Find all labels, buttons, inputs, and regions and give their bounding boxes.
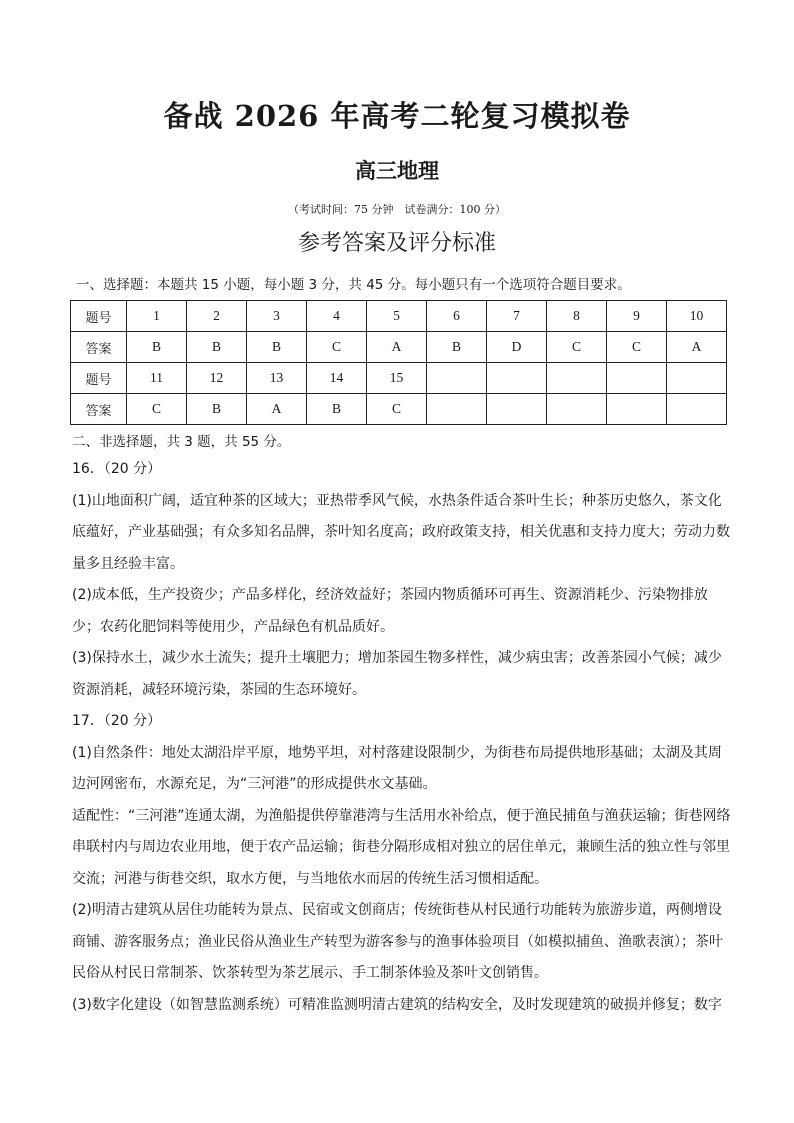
table-cell: 11 (127, 363, 187, 394)
table-row (71, 363, 727, 394)
table-cell (607, 394, 667, 425)
table-cell (427, 394, 487, 425)
table-cell: 14 (307, 363, 367, 394)
table-cell (667, 363, 727, 394)
table-cell (667, 394, 727, 425)
table-cell: 5 (367, 301, 427, 332)
table-cell: 13 (247, 363, 307, 394)
table-cell: 4 (307, 301, 367, 332)
table-cell: 2 (187, 301, 247, 332)
table-cell: 6 (427, 301, 487, 332)
section2-heading: 二、非选择题，共 3 题，共 55 分。 (72, 434, 291, 450)
table-cell: 15 (367, 363, 427, 394)
table-row (71, 394, 727, 425)
table-cell: A (247, 394, 307, 425)
table-cell (547, 363, 607, 394)
table-cell: B (187, 394, 247, 425)
q16-answer-3: (3)保持水土，减少水土流失；提升土壤肥力；增加茶园生物多样性，减少病虫害；改善茶园小气候；减少资源消耗，减轻环境污染，茶园的生态环境好。 (72, 650, 722, 698)
table-cell: C (367, 394, 427, 425)
q17-answer-4: (3)数字化建设（如智慧监测系统）可精准监测明清古建筑的结构安全，及时发现建筑的破损并修复；数字 (72, 996, 722, 1013)
table-cell: D (487, 332, 547, 363)
table-cell: B (187, 332, 247, 363)
table-cell: B (127, 332, 187, 363)
table-cell: A (667, 332, 727, 363)
table-cell: 9 (607, 301, 667, 332)
table-row (71, 332, 727, 363)
table-row (71, 301, 727, 332)
answer-body (72, 454, 732, 1021)
main-title: 备战 2026 年高考二轮复习模拟卷 (163, 99, 631, 133)
exam-info: （考试时间：75 分钟 试卷满分：100 分） (288, 203, 506, 216)
table-cell: C (307, 332, 367, 363)
q17-heading: 17．（20 分） (72, 713, 162, 729)
table-cell: C (607, 332, 667, 363)
row-label: 答案 (71, 332, 127, 363)
answer-key-title: 参考答案及评分标准 (297, 231, 496, 256)
table-cell (547, 394, 607, 425)
table-cell: B (307, 394, 367, 425)
table-cell: 8 (547, 301, 607, 332)
table-cell: C (547, 332, 607, 363)
table-cell: 7 (487, 301, 547, 332)
q16-answer-2: (2)成本低，生产投资少；产品多样化，经济效益好；茶园内物质循环可再生、资源消耗少、污染物排放少；农药化肥饲料等使用少，产品绿色有机品质好。 (72, 587, 708, 635)
q17-answer-1: (1)自然条件：地处太湖沿岸平原，地势平坦，对村落建设限制少，为街巷布局提供地形基础；太湖及其周边河网密布，水源充足，为“三河港”的形成提供水文基础。 (72, 744, 722, 792)
q16-answer-1: (1)山地面积广阔，适宜种茶的区域大；亚热带季风气候，水热条件适合茶叶生长；种茶历史悠久，茶文化底蕴好，产业基础强；有众多知名品牌，茶叶知名度高；政府政策支持，相关优惠和支持力度大；劳动力数量多且经验丰富。 (72, 492, 730, 572)
q17-answer-3: (2)明清古建筑从居住功能转为景点、民宿或文创商店；传统街巷从村民通行功能转为旅游步道，两侧增设商铺、游客服务点；渔业民俗从渔业生产转型为游客参与的渔事体验项目（如模拟捕鱼、渔歌表演）；茶叶民俗从村民日常制茶、饮茶转型为茶艺展示、手工制茶体验及茶叶文创销售。 (72, 902, 723, 981)
q17-answer-2: 适配性：“三河港”连通太湖，为渔船提供停靠港湾与生活用水补给点，便于渔民捕鱼与渔获运输；街巷网络串联村内与周边农业用地，便于农产品运输；街巷分隔形成相对独立的居住单元，兼顾生活的独立性与邻里交流；河港与街巷交织，取水方便，与当地依水而居的传统生活习惯相适配。 (72, 807, 731, 887)
table-cell (487, 394, 547, 425)
answer-table (70, 300, 727, 425)
table-cell (427, 363, 487, 394)
table-cell (607, 363, 667, 394)
section1-heading: 一、选择题：本题共 15 小题，每小题 3 分，共 45 分。每小题只有一个选项符合题目要求。 (76, 277, 631, 293)
row-label: 题号 (71, 301, 127, 332)
subject-title: 高三地理 (355, 159, 439, 183)
table-cell: C (127, 394, 187, 425)
table-cell: 3 (247, 301, 307, 332)
table-cell: 1 (127, 301, 187, 332)
row-label: 题号 (71, 363, 127, 394)
table-cell (487, 363, 547, 394)
row-label: 答案 (71, 394, 127, 425)
q16-heading: 16．（20 分） (72, 461, 162, 477)
table-cell: B (427, 332, 487, 363)
table-cell: A (367, 332, 427, 363)
table-cell: 12 (187, 363, 247, 394)
table-cell: 10 (667, 301, 727, 332)
table-cell: B (247, 332, 307, 363)
